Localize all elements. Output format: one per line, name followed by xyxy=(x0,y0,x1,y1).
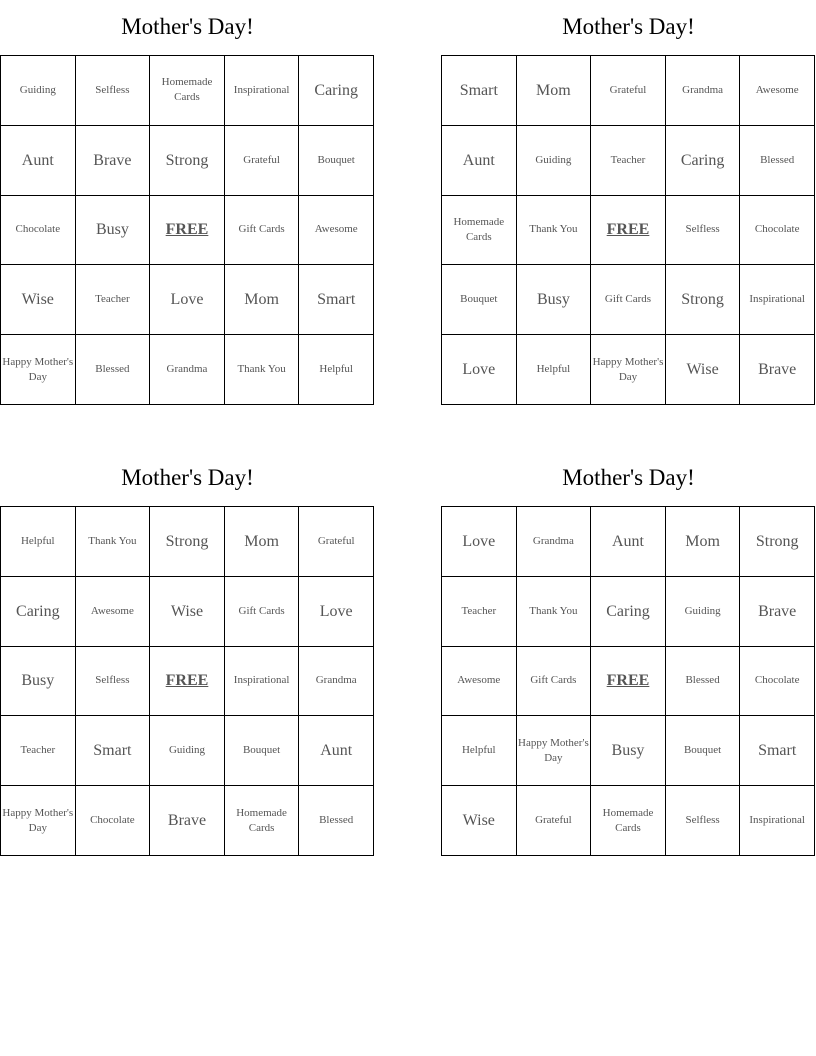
bingo-cell: Strong xyxy=(740,507,815,577)
bingo-cell: Brave xyxy=(76,126,151,196)
bingo-cell: Wise xyxy=(1,265,76,335)
bingo-cell: Wise xyxy=(666,335,741,405)
bingo-cell: Bouquet xyxy=(225,716,300,786)
bingo-card-2 xyxy=(441,0,816,383)
bingo-cell: Teacher xyxy=(442,577,517,647)
card-title: Mother's Day! xyxy=(562,465,695,490)
bingo-cell: Love xyxy=(442,335,517,405)
bingo-cell: Awesome xyxy=(442,647,517,717)
bingo-cell: Bouquet xyxy=(666,716,741,786)
bingo-card-4 xyxy=(441,451,816,834)
free-space-cell: FREE xyxy=(150,196,225,266)
bingo-cell: Wise xyxy=(442,786,517,856)
bingo-cell: Happy Mother's Day xyxy=(1,335,76,405)
bingo-cell: Homemade Cards xyxy=(150,56,225,126)
bingo-cell: Grandma xyxy=(517,507,592,577)
bingo-cell: Awesome xyxy=(740,56,815,126)
bingo-cell: Mom xyxy=(517,56,592,126)
bingo-cell: Busy xyxy=(76,196,151,266)
bingo-grid xyxy=(0,506,374,856)
bingo-cell: Strong xyxy=(150,507,225,577)
bingo-cell: Grateful xyxy=(591,56,666,126)
bingo-cell: Teacher xyxy=(591,126,666,196)
bingo-cell: Homemade Cards xyxy=(591,786,666,856)
bingo-cell: Smart xyxy=(740,716,815,786)
bingo-cell: Brave xyxy=(740,335,815,405)
bingo-cell: Thank You xyxy=(225,335,300,405)
bingo-cell: Blessed xyxy=(740,126,815,196)
bingo-cell: Happy Mother's Day xyxy=(591,335,666,405)
bingo-cell: Smart xyxy=(299,265,374,335)
bingo-cell: Thank You xyxy=(517,577,592,647)
bingo-card-3 xyxy=(0,451,375,834)
bingo-cell: Bouquet xyxy=(299,126,374,196)
bingo-cell: Gift Cards xyxy=(225,577,300,647)
bingo-cell: Selfless xyxy=(76,56,151,126)
free-space-cell: FREE xyxy=(150,647,225,717)
card-title: Mother's Day! xyxy=(121,465,254,490)
bingo-cell: Aunt xyxy=(299,716,374,786)
bingo-cell: Selfless xyxy=(666,786,741,856)
bingo-cell: Inspirational xyxy=(225,56,300,126)
bingo-cell: Grandma xyxy=(150,335,225,405)
bingo-cell: Guiding xyxy=(666,577,741,647)
bingo-cell: Guiding xyxy=(1,56,76,126)
bingo-cell: Inspirational xyxy=(740,265,815,335)
bingo-cell: Grateful xyxy=(517,786,592,856)
card-title: Mother's Day! xyxy=(562,14,695,39)
bingo-cell: Happy Mother's Day xyxy=(1,786,76,856)
bingo-cell: Guiding xyxy=(150,716,225,786)
free-space-cell: FREE xyxy=(591,647,666,717)
bingo-cell: Love xyxy=(150,265,225,335)
bingo-cell: Smart xyxy=(442,56,517,126)
bingo-cell: Caring xyxy=(666,126,741,196)
bingo-cell: Homemade Cards xyxy=(442,196,517,266)
bingo-cell: Guiding xyxy=(517,126,592,196)
bingo-cell: Helpful xyxy=(299,335,374,405)
bingo-cell: Teacher xyxy=(1,716,76,786)
bingo-cell: Inspirational xyxy=(225,647,300,717)
bingo-cell: Love xyxy=(299,577,374,647)
bingo-cell: Busy xyxy=(517,265,592,335)
bingo-cell: Homemade Cards xyxy=(225,786,300,856)
bingo-cell: Busy xyxy=(1,647,76,717)
bingo-cell: Chocolate xyxy=(740,196,815,266)
bingo-cell: Strong xyxy=(150,126,225,196)
bingo-grid xyxy=(441,506,815,856)
bingo-cell: Helpful xyxy=(1,507,76,577)
bingo-cell: Thank You xyxy=(517,196,592,266)
bingo-cell: Wise xyxy=(150,577,225,647)
bingo-grid xyxy=(0,55,374,405)
bingo-cell: Inspirational xyxy=(740,786,815,856)
bingo-cell: Grateful xyxy=(299,507,374,577)
bingo-cell: Caring xyxy=(591,577,666,647)
bingo-cell: Smart xyxy=(76,716,151,786)
bingo-cell: Mom xyxy=(666,507,741,577)
free-space-cell: FREE xyxy=(591,196,666,266)
bingo-cell: Gift Cards xyxy=(225,196,300,266)
bingo-cell: Awesome xyxy=(76,577,151,647)
bingo-cell: Caring xyxy=(299,56,374,126)
bingo-cell: Blessed xyxy=(299,786,374,856)
bingo-cell: Chocolate xyxy=(740,647,815,717)
bingo-cell: Blessed xyxy=(666,647,741,717)
bingo-cell: Mom xyxy=(225,265,300,335)
bingo-cell: Brave xyxy=(150,786,225,856)
bingo-card-1 xyxy=(0,0,375,383)
bingo-cell: Blessed xyxy=(76,335,151,405)
bingo-cell: Grandma xyxy=(299,647,374,717)
bingo-cell: Brave xyxy=(740,577,815,647)
bingo-cell: Chocolate xyxy=(76,786,151,856)
bingo-cell: Love xyxy=(442,507,517,577)
bingo-cell: Awesome xyxy=(299,196,374,266)
bingo-cell: Mom xyxy=(225,507,300,577)
bingo-cell: Aunt xyxy=(591,507,666,577)
bingo-cell: Grateful xyxy=(225,126,300,196)
bingo-cell: Bouquet xyxy=(442,265,517,335)
bingo-cell: Caring xyxy=(1,577,76,647)
bingo-cell: Happy Mother's Day xyxy=(517,716,592,786)
bingo-cell: Grandma xyxy=(666,56,741,126)
bingo-cell: Chocolate xyxy=(1,196,76,266)
card-title: Mother's Day! xyxy=(121,14,254,39)
bingo-cell: Strong xyxy=(666,265,741,335)
bingo-cell: Gift Cards xyxy=(591,265,666,335)
bingo-grid xyxy=(441,55,815,405)
bingo-cell: Busy xyxy=(591,716,666,786)
bingo-cell: Thank You xyxy=(76,507,151,577)
bingo-cell: Gift Cards xyxy=(517,647,592,717)
bingo-cell: Selfless xyxy=(666,196,741,266)
bingo-cell: Aunt xyxy=(1,126,76,196)
bingo-cell: Selfless xyxy=(76,647,151,717)
bingo-cell: Aunt xyxy=(442,126,517,196)
bingo-cell: Teacher xyxy=(76,265,151,335)
bingo-cell: Helpful xyxy=(442,716,517,786)
bingo-cell: Helpful xyxy=(517,335,592,405)
